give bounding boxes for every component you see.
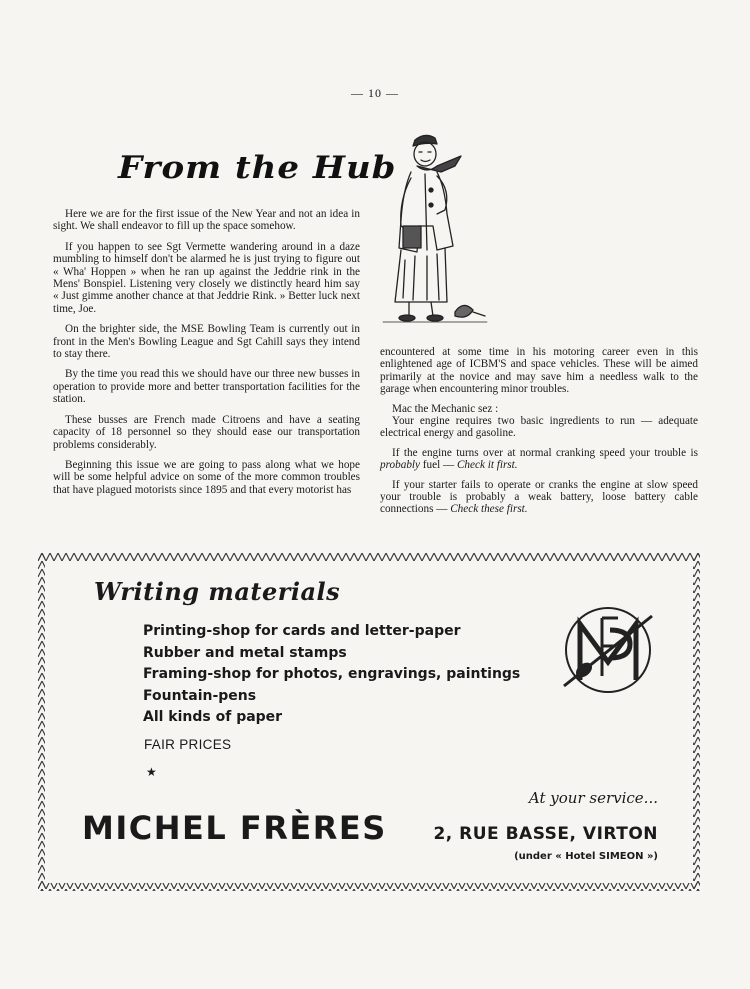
ad-items: [143, 621, 520, 729]
article-paragraph: encountered at some time in his motoring career even in this enlightened age of ICBM'S and space vehicles. These will be aimed primarily at the novice and may save him a needless walk to the garage when encountering minor troubles.: [380, 346, 698, 396]
text-span: If your starter fails to operate or cranks the engine at slow speed your trouble is probably a weak battery, loose battery cable connections —: [380, 478, 698, 516]
text-span: fuel —: [419, 459, 457, 472]
emphasis: Check it first.: [456, 459, 518, 472]
article-column-right: [380, 346, 698, 523]
article-title: From the Hub: [118, 150, 397, 186]
ad-address: 2, RUE BASSE, VIRTON: [433, 824, 658, 844]
mechanic-illustration: [375, 130, 495, 330]
ad-service: At your service...: [528, 789, 658, 807]
page-number: — 10 —: [351, 86, 399, 100]
ad-item: Rubber and metal stamps: [143, 644, 347, 661]
article-paragraph: Your engine requires two basic ingredients to run — adequate electrical energy and gasoline.: [380, 415, 698, 440]
ad-item: All kinds of paper: [143, 709, 283, 725]
ad-item: Fountain-pens: [143, 687, 257, 704]
article-paragraph: These busses are French made Citroens and have a seating capacity of 18 personnel so they should ease our transportation problems considerably.: [53, 413, 360, 451]
emphasis: Check these first.: [450, 503, 528, 516]
michel-freres-logo-icon: [558, 600, 658, 700]
emphasis: probably: [380, 459, 420, 472]
article-paragraph: If you happen to see Sgt Vermette wandering around in a daze mumbling to himself don't be alarmed he is just trying to figure out « Wha' Hoppen » when he ran up against the Jeddrie rink in the Mens' Bonspiel. Listening very closely we distinctly heard him say « Just gimme another chance at that Jeddrie Rink. » Better luck next time, Joe.: [53, 240, 360, 315]
ad-item: Printing-shop for cards and letter-paper: [143, 623, 461, 639]
article-paragraph: On the brighter side, the MSE Bowling Team is currently out in front in the Men's Bowling League and Sgt Cahill says they intend to stay there.: [53, 323, 360, 361]
ad-title: Writing materials: [94, 577, 341, 606]
article-paragraph: Mac the Mechanic sez :: [392, 402, 499, 415]
ad-prices: FAIR PRICES: [144, 737, 232, 752]
text-span: If the engine turns over at normal cranking speed your trouble is: [392, 446, 698, 459]
ad-company-name: MICHEL FRÈRES: [82, 809, 387, 847]
article-paragraph: Here we are for the first issue of the New Year and not an idea in sight. We shall endeavor to fill up the space somehow.: [53, 208, 360, 233]
article-paragraph: Beginning this issue we are going to pass along what we hope will be some helpful advice on some of the more common troubles that have plagued motorists since 1895 and that every motorist has: [53, 458, 360, 496]
ad-item: Framing-shop for photos, engravings, paintings: [143, 666, 521, 682]
article-paragraph: [380, 447, 698, 472]
article-paragraph: [380, 479, 698, 516]
article-column-left: [53, 208, 360, 504]
ad-location-note: (under « Hotel SIMEON »): [514, 851, 658, 862]
advertisement: [38, 553, 700, 891]
star-icon: ★: [146, 765, 157, 779]
article-paragraph: By the time you read this we should have our three new busses in operation to provide more and better transportation facilities for the station.: [53, 368, 360, 406]
